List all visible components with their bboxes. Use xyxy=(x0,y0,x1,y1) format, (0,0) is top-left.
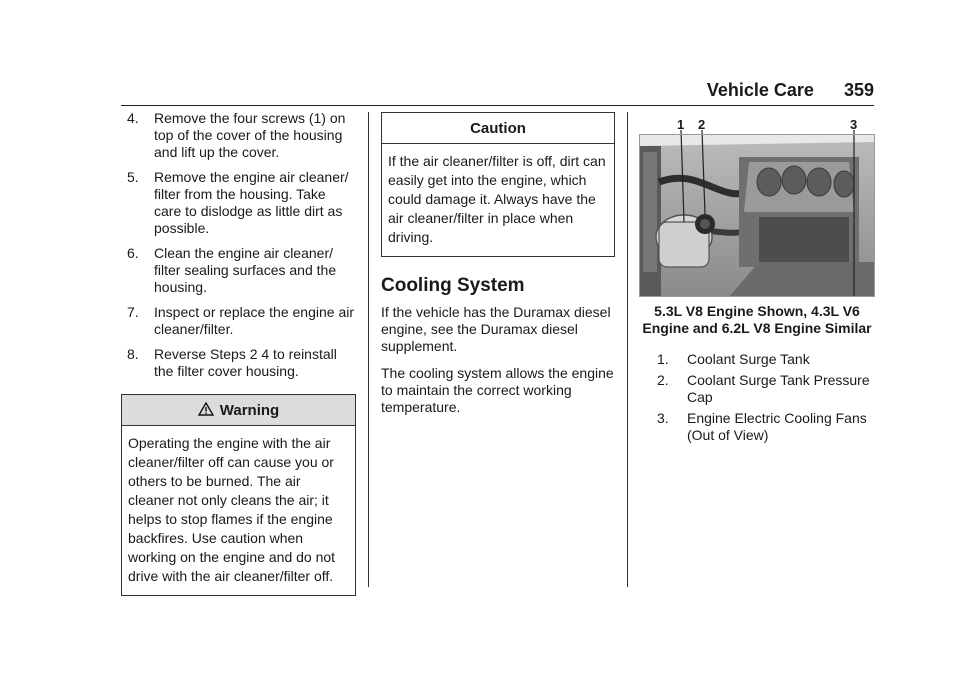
warning-box xyxy=(121,394,356,596)
legend-text: Coolant Surge Tank Pressure Cap xyxy=(687,372,870,405)
column-divider-2 xyxy=(627,112,628,587)
list-item xyxy=(639,410,875,444)
list-item xyxy=(639,351,875,368)
section-title: Cooling System xyxy=(381,275,525,296)
step-text: Inspect or replace the engine air cleaner/filter. xyxy=(154,304,355,337)
step-text: Clean the engine air cleaner/ filter sealing surfaces and the housing. xyxy=(154,245,337,295)
caution-box xyxy=(381,112,615,257)
page-section-title: Vehicle Care xyxy=(706,80,814,100)
legend-number: 2. xyxy=(657,372,669,388)
engine-bay-illustration xyxy=(639,112,875,297)
step-number: 7. xyxy=(127,304,139,320)
callout-label: 3 xyxy=(850,117,858,132)
legend-number: 1. xyxy=(657,351,669,367)
figure-caption: 5.3L V8 Engine Shown, 4.3L V6 Engine and 6.2L V8 Engine Similar xyxy=(642,303,872,336)
legend-number: 3. xyxy=(657,410,669,426)
column-1 xyxy=(121,110,356,596)
warning-header xyxy=(122,395,355,426)
column-3 xyxy=(639,112,875,448)
step-text: Reverse Steps 2 4 to reinstall the filter cover housing. xyxy=(154,346,337,379)
step-number: 6. xyxy=(127,245,139,261)
warning-text: Operating the engine with the air cleaner/filter off can cause you or others to be burned. The air cleaner not only cleans the air; it helps to stop flames if the engine backfires. Use caution when working on the engine and do not drive with the air cleaner/filter off. xyxy=(128,435,336,584)
step-text: Remove the four screws (1) on top of the cover of the housing and lift up the cover. xyxy=(154,110,346,160)
header-rule xyxy=(121,105,874,106)
caution-header: Caution xyxy=(382,113,614,144)
page-header xyxy=(707,80,874,101)
warning-title: Warning xyxy=(219,402,280,419)
list-item xyxy=(121,169,356,237)
figure-legend xyxy=(639,351,875,444)
list-item xyxy=(639,372,875,406)
list-item xyxy=(121,110,356,161)
column-2 xyxy=(381,112,615,426)
list-item xyxy=(121,346,356,380)
step-text: Remove the engine air cleaner/ filter from the housing. Take care to dislodge as little dirt as possible. xyxy=(154,169,349,236)
list-item xyxy=(121,245,356,296)
column-divider-1 xyxy=(368,112,369,587)
page-number: 359 xyxy=(843,80,874,100)
paragraph: If the vehicle has the Duramax diesel engine, see the Duramax diesel supplement. xyxy=(381,304,611,354)
callout-label: 2 xyxy=(698,117,706,132)
paragraph: The cooling system allows the engine to maintain the correct working temperature. xyxy=(381,365,614,415)
warning-triangle-icon xyxy=(198,402,214,416)
step-number: 5. xyxy=(127,169,139,185)
list-item xyxy=(121,304,356,338)
callout-label: 1 xyxy=(677,117,685,132)
step-number: 4. xyxy=(127,110,139,126)
engine-photo xyxy=(639,112,875,297)
caution-text: If the air cleaner/filter is off, dirt can easily get into the engine, which could damage it. Always have the air cleaner/filter in place when driving. xyxy=(388,153,606,245)
legend-text: Engine Electric Cooling Fans (Out of View) xyxy=(687,410,867,443)
step-number: 8. xyxy=(127,346,139,362)
legend-text: Coolant Surge Tank xyxy=(687,351,810,367)
